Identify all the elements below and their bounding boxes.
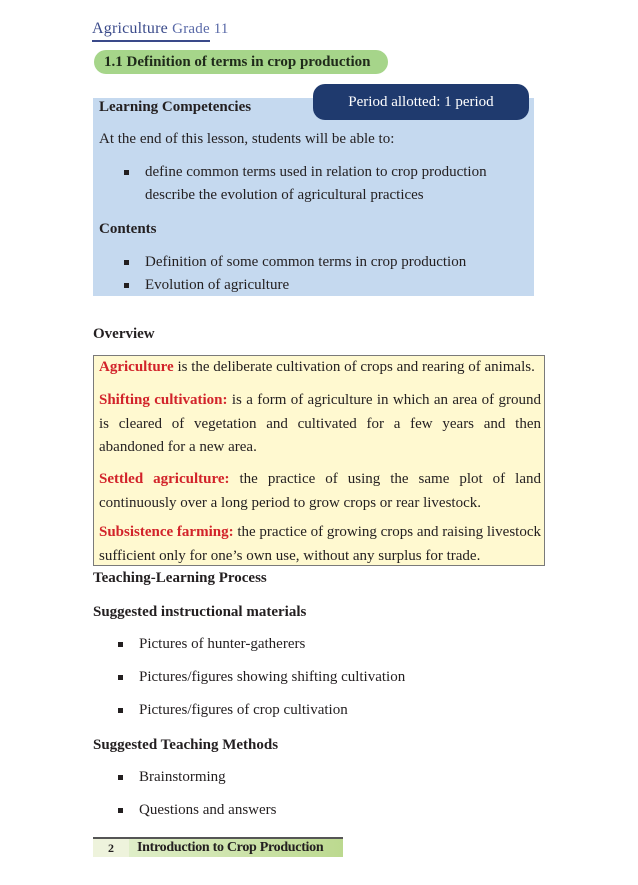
bullet-icon [118, 642, 123, 647]
definition-agriculture [99, 356, 541, 380]
running-header [92, 20, 229, 38]
competency-item: describe the evolution of agricultural practices [145, 187, 424, 203]
section-title: 1.1 Definition of terms in crop production [94, 50, 388, 74]
material-item: Pictures/figures of crop cultivation [139, 702, 348, 718]
term: Subsistence farming: [99, 524, 234, 540]
bullet-icon [118, 708, 123, 713]
definition-shifting [99, 389, 541, 460]
bullet-icon [118, 775, 123, 780]
header-subject: Agriculture [92, 20, 168, 37]
method-item: Brainstorming [139, 769, 226, 785]
header-grade: Grade 11 [172, 21, 229, 37]
definition-settled [99, 468, 541, 515]
term-definition: is the deliberate cultivation of crops and rearing of animals. [173, 359, 535, 375]
definition-subsistence [99, 521, 541, 568]
bullet-icon [124, 170, 129, 175]
teaching-heading: Teaching-Learning Process [93, 570, 267, 586]
term-definition: is a form of agriculture in which an area of ground is cleared of vegetation and cultivated for a few years and then abandoned for a new area. [99, 392, 541, 455]
footer-title: Introduction to Crop Production [129, 839, 343, 857]
method-item: Questions and answers [139, 802, 277, 818]
materials-heading: Suggested instructional materials [93, 604, 307, 620]
material-item: Pictures/figures showing shifting cultivation [139, 669, 406, 685]
header-rule [92, 40, 210, 42]
period-badge: Period allotted: 1 period [313, 84, 529, 120]
bullet-icon [124, 283, 129, 288]
competencies-intro: At the end of this lesson, students will be able to: [99, 131, 395, 147]
overview-heading: Overview [93, 326, 155, 342]
term: Settled agriculture: [99, 471, 230, 487]
bullet-icon [118, 808, 123, 813]
term-definition: the practice of using the same plot of land continuously over a long period to grow crops or rear livestock. [99, 471, 541, 511]
contents-item: Evolution of agriculture [145, 277, 290, 293]
methods-heading: Suggested Teaching Methods [93, 737, 279, 753]
bullet-icon [124, 260, 129, 265]
competencies-heading: Learning Competencies [99, 99, 252, 115]
page-number: 2 [93, 839, 129, 857]
term: Shifting cultivation: [99, 392, 228, 408]
contents-heading: Contents [99, 221, 157, 237]
material-item: Pictures of hunter-gatherers [139, 636, 306, 652]
bullet-icon [118, 675, 123, 680]
contents-item: Definition of some common terms in crop production [145, 254, 467, 270]
term: Agriculture [99, 359, 174, 375]
term-definition: the practice of growing crops and raising livestock sufficient only for one’s own use, without any surplus for trade. [99, 524, 541, 564]
competency-item: define common terms used in relation to crop production [145, 164, 487, 180]
